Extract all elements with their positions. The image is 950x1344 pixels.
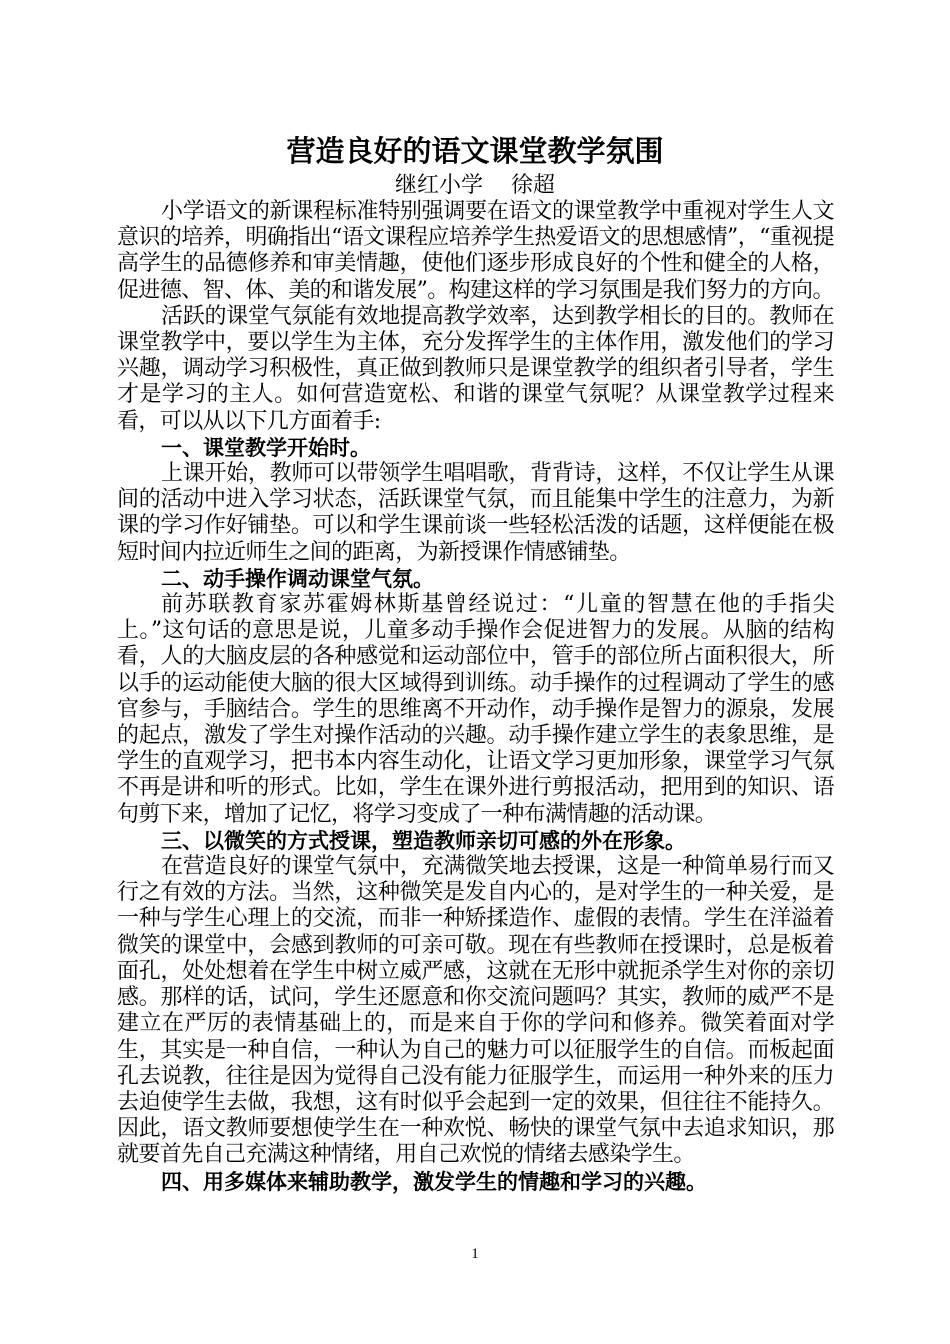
- document-body: [117, 199, 834, 1195]
- section-heading: 一、课堂教学开始时。: [161, 435, 371, 460]
- paragraph: 前苏联教育家苏霍姆林斯基曾经说过：“儿童的智慧在他的手指尖上。”这句话的意思是说，儿童多动手操作会促进智力的发展。从脑的结构看，人的大脑皮层的各种感觉和运动部位中，管手的部位所占面积很大，所以手的运动能使大脑的很大区域得到训练。动手操作的过程调动了学生的感官参与，手脑结合。学生的思维离不开动作，动手操作是智力的源泉，发展的起点，激发了学生对操作活动的兴趣。动手操作建立学生的表象思维，是学生的直观学习，把书本内容生动化，让语文学习更加形象，课堂学习气氛不再是讲和听的形式。比如，学生在课外进行剪报活动，把用到的知识、语句剪下来，增加了记忆，将学习变成了一种布满情趣的活动课。: [117, 592, 834, 827]
- document-title: 营造良好的语文课堂教学氛围: [286, 134, 664, 168]
- section-heading: 二、动手操作调动课堂气氛。: [161, 566, 434, 591]
- section-heading: 四、用多媒体来辅助教学，激发学生的情趣和学习的兴趣。: [161, 1169, 707, 1194]
- paragraph: 小学语文的新课程标准特别强调要在语文的课堂教学中重视对学生人文意识的培养，明确指出“语文课程应培养学生热爱语文的思想感情”，“重视提高学生的品德修养和审美情趣，使他们逐步形成良好的个性和健全的人格，促进德、智、体、美的和谐发展”。构建这样的学习氛围是我们努力的方向。: [117, 199, 834, 303]
- paragraph: 在营造良好的课堂气氛中，充满微笑地去授课，这是一种简单易行而又行之有效的方法。当然，这种微笑是发自内心的，是对学生的一种关爱，是一种与学生心理上的交流，而非一种矫揉造作、虚假的表情。学生在洋溢着微笑的课堂中，会感到教师的可亲可敬。现在有些教师在授课时，总是板着面孔，处处想着在学生中树立威严感，这就在无形中就扼杀学生对你的亲切感。那样的话，试问，学生还愿意和你交流问题吗？其实，教师的威严不是建立在严厉的表情基础上的，而是来自于你的学问和修养。微笑着面对学生，其实是一种自信，一种认为自己的魅力可以征服学生的自信。而板起面孔去说教，往往是因为觉得自己没有能力征服学生，而运用一种外来的压力去迫使学生去做，我想，这有时似乎会起到一定的效果，但往往不能持久。因此，语文教师要想使学生在一种欢悦、畅快的课堂气氛中去追求知识，那就要首先自己充满这种情绪，用自己欢悦的情绪去感染学生。: [117, 854, 834, 1168]
- paragraph: 上课开始，教师可以带领学生唱唱歌，背背诗，这样，不仅让学生从课间的活动中进入学习状态，活跃课堂气氛，而且能集中学生的注意力，为新课的学习作好铺垫。可以和学生课前谈一些轻松活泼的话题，这样便能在极短时间内拉近师生之间的距离，为新授课作情感铺垫。: [117, 461, 834, 565]
- document-author: 继红小学 徐超: [395, 173, 555, 198]
- page-number: 1: [471, 1246, 479, 1262]
- paragraph: 活跃的课堂气氛能有效地提高教学效率，达到教学相长的目的。教师在课堂教学中，要以学生为主体，充分发挥学生的主体作用，激发他们的学习兴趣，调动学习积极性，真正做到教师只是课堂教学的组织者引导者，学生才是学习的主人。如何营造宽松、和谐的课堂气氛呢？从课堂教学过程来看，可以从以下几方面着手:: [117, 303, 834, 434]
- section-heading: 三、以微笑的方式授课，塑造教师亲切可感的外在形象。: [161, 828, 686, 853]
